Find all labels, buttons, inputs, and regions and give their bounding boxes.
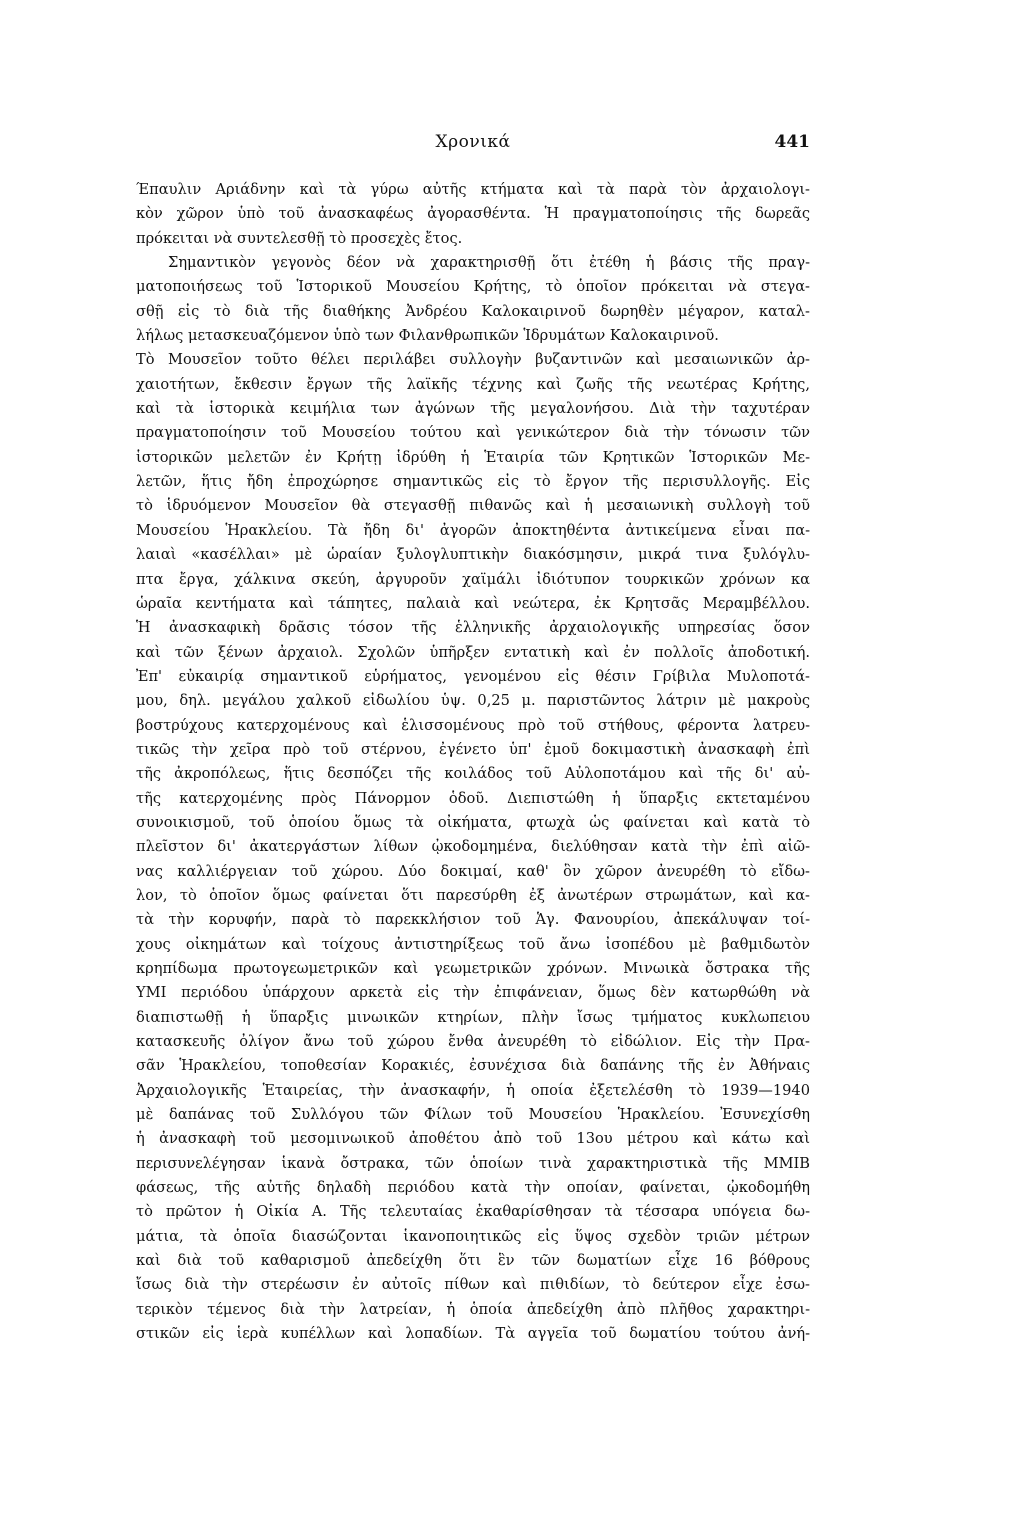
text-line: Ἡ ἀνασκαφικὴ δρᾶσις τόσον τῆς ἑλληνικῆς ἀρχαιολογικῆς υπηρεσίας ὅσον [136,619,810,637]
text-line: ἡ ἀνασκαφὴ τοῦ μεσομινωικοῦ ἀποθέτου ἀπὸ τοῦ 13ου μέτρου καὶ κάτω καὶ [136,1130,810,1148]
text-line: διαπιστωθῇ ἡ ὕπαρξις μινωικῶν κτηρίων, πλὴν ἴσως τμήματος κυκλωπειου [136,1008,810,1026]
text-line: λαιαὶ «κασέλλαι» μὲ ὡραίαν ξυλογλυπτικὴν διακόσμησιν, μικρά τινα ξυλόγλυ- [136,546,810,564]
text-line: μὲ δαπάνας τοῦ Συλλόγου τῶν Φίλων τοῦ Μουσείου Ἡρακλείου. Ἐσυνεχίσθη [136,1106,810,1124]
body-text [136,178,810,1347]
text-line: μάτια, τὰ ὁποῖα διασώζονται ἱκανοποιητικῶς εἰς ὕψος σχεδὸν τριῶν μέτρων [136,1227,810,1245]
text-line: Σημαντικὸν γεγονὸς δέον νὰ χαρακτηρισθῇ ὅτι ἐτέθη ἡ βάσις τῆς πραγ- [168,254,810,272]
text-line: λήλως μετασκευαζόμενον ὑπὸ των Φιλανθρωπικῶν Ἱδρυμάτων Καλοκαιρινοῦ. [136,327,719,345]
text-line: χαιοτήτων, ἔκθεσιν ἔργων τῆς λαϊκῆς τέχνης καὶ ζωῆς τῆς νεωτέρας Κρήτης, [136,375,810,393]
text-line: κὸν χῶρον ὑπὸ τοῦ ἀνασκαφέως ἀγορασθέντα. Ἡ πραγματοποίησις τῆς δωρεᾶς [136,205,810,223]
text-line: φάσεως, τῆς αὐτῆς δηλαδὴ περιόδου κατὰ τὴν οποίαν, φαίνεται, ᾠκοδομήθη [136,1179,810,1197]
text-line: τὸ ἱδρυόμενον Μουσεῖον θὰ στεγασθῇ πιθανῶς καὶ ἡ μεσαιωνικὴ συλλογὴ τοῦ [136,497,810,515]
page-header [136,130,810,160]
text-line: Τὸ Μουσεῖον τοῦτο θέλει περιλάβει συλλογὴν βυζαντινῶν καὶ μεσαιωνικῶν ἀρ- [136,351,810,369]
text-line: τὰ τὴν κορυφήν, παρὰ τὸ παρεκκλήσιον τοῦ Ἁγ. Φανουρίου, ἀπεκάλυψαν τοί- [136,911,810,929]
text-line: πρόκειται νὰ συντελεσθῇ τὸ προσεχὲς ἔτος. [136,229,463,247]
text-line: ὡραῖα κεντήματα καὶ τάπητες, παλαιὰ καὶ νεώτερα, ἐκ Κρητσᾶς Μεραμβέλλου. [136,594,810,612]
text-line: τῆς κατερχομένης πρὸς Πάνορμον ὁδοῦ. Διεπιστώθη ἡ ὕπαρξις εκτεταμένου [136,789,810,807]
text-line: κατασκευῆς ὀλίγον ἄνω τοῦ χώρου ἔνθα ἀνευρέθη τὸ εἰδώλιον. Εἰς τὴν Πρα- [136,1033,810,1051]
text-line: καὶ τῶν ξένων ἀρχαιολ. Σχολῶν ὑπῆρξεν εντατικὴ καὶ ἐν πολλοῖς ἀποδοτική. [136,643,810,661]
text-line: νας καλλιέργειαν τοῦ χώρου. Δύο δοκιμαί, καθ' ὃν χῶρον ἀνευρέθη τὸ εἴδω- [136,862,810,880]
text-line: ματοποιήσεως τοῦ Ἱστορικοῦ Μουσείου Κρήτης, τὸ ὁποῖον πρόκειται νὰ στεγα- [136,278,810,296]
text-line: τῆς ἀκροπόλεως, ἥτις δεσπόζει τῆς κοιλάδος τοῦ Αὐλοποτάμου καὶ τῆς δι' αὐ- [136,765,810,783]
text-line: πραγματοποίησιν τοῦ Μουσείου τούτου καὶ γενικώτερον διὰ τὴν τόνωσιν τῶν [136,424,810,442]
text-line: στικῶν εἰς ἱερὰ κυπέλλων καὶ λοπαδίων. Τὰ αγγεῖα τοῦ δωματίου τούτου ἀνή- [136,1325,810,1343]
running-title: Χρονικά [435,132,511,152]
text-line: μου, δηλ. μεγάλου χαλκοῦ εἰδωλίου ὑψ. 0,25 μ. παριστῶντος λάτριν μὲ μακροὺς [136,692,810,710]
text-line: Ἀρχαιολογικῆς Ἑταιρείας, τὴν ἀνασκαφήν, ἡ οποία ἐξετελέσθη τὸ 1939—1940 [136,1081,810,1099]
page-number: 441 [774,132,810,152]
text-line: βοστρύχους κατερχομένους καὶ ἑλισσομένους πρὸ τοῦ στήθους, φέροντα λατρευ- [136,716,810,734]
text-line: σᾶν Ἡρακλείου, τοποθεσίαν Κορακιές, ἐσυνέχισα διὰ δαπάνης τῆς ἐν Ἀθήναις [136,1057,810,1075]
text-line: τερικὸν τέμενος διὰ τὴν λατρείαν, ἡ ὁποία ἀπεδείχθη ἀπὸ πλῆθος χαρακτηρι- [136,1300,810,1318]
text-line: περισυνελέγησαν ἱκανὰ ὄστρακα, τῶν ὁποίων τινὰ χαρακτηριστικὰ τῆς ΜΜΙΒ [136,1154,810,1172]
text-line: τικῶς τὴν χεῖρα πρὸ τοῦ στέρνου, ἐγένετο ὑπ' ἐμοῦ δοκιμαστικὴ ἀνασκαφὴ ἐπὶ [136,740,810,758]
text-line: σθῇ εἰς τὸ διὰ τῆς διαθήκης Ἀνδρέου Καλοκαιρινοῦ δωρηθὲν μέγαρον, καταλ- [136,302,810,320]
text-line: ἱστορικῶν μελετῶν ἐν Κρήτῃ ἱδρύθη ἡ Ἑταιρία τῶν Κρητικῶν Ἱστορικῶν Με- [136,448,810,466]
text-line: ἴσως διὰ τὴν στερέωσιν ἐν αὐτοῖς πίθων καὶ πιθιδίων, τὸ δεύτερον εἶχε ἐσω- [136,1276,810,1294]
text-line: λετῶν, ἥτις ἤδη ἐπροχώρησε σημαντικῶς εἰς τὸ ἔργον τῆς περισυλλογῆς. Εἰς [136,473,810,491]
text-line: Έπαυλιν Αριάδνην καὶ τὰ γύρω αὐτῆς κτήματα καὶ τὰ παρὰ τὸν ἀρχαιολογι- [136,181,810,198]
text-line: λον, τὸ ὁποῖον ὅμως φαίνεται ὅτι παρεσύρθη ἐξ ἀνωτέρων στρωμάτων, καὶ κα- [136,886,810,904]
text-line: συνοικισμοῦ, τοῦ ὁποίου ὅμως τὰ οἰκήματα, φτωχὰ ὡς φαίνεται καὶ κατὰ τὸ [136,813,810,831]
text-line: καὶ διὰ τοῦ καθαρισμοῦ ἀπεδείχθη ὅτι ἓν τῶν δωματίων εἶχε 16 βόθρους [136,1252,810,1270]
text-line: ΥΜΙ περιόδου ὑπάρχουν αρκετὰ εἰς τὴν ἐπιφάνειαν, ὅμως δὲν κατωρθώθη νὰ [136,984,810,1002]
text-line: χους οἰκημάτων καὶ τοίχους ἀντιστηρίξεως τοῦ ἄνω ἰσοπέδου μὲ βαθμιδωτὸν [136,935,810,953]
text-line: καὶ τὰ ἱστορικὰ κειμήλια των ἀγώνων τῆς μεγαλονήσου. Διὰ τὴν ταχυτέραν [136,400,810,418]
text-line: Μουσείου Ἡρακλείου. Τὰ ἤδη δι' ἀγορῶν ἀποκτηθέντα ἀντικείμενα εἶναι πα- [136,521,810,539]
text-line: πτα ἔργα, χάλκινα σκεύη, ἀργυροῦν χαϊμάλι ἰδιότυπον τουρκικῶν χρόνων κα [136,570,810,588]
text-line: κρηπίδωμα πρωτογεωμετρικῶν καὶ γεωμετρικῶν χρόνων. Μινωικὰ ὄστρακα τῆς [136,960,810,977]
text-line: Ἐπ' εὐκαιρίᾳ σημαντικοῦ εὑρήματος, γενομένου εἰς θέσιν Γρίβιλα Μυλοποτά- [136,667,810,685]
text-line: τὸ πρῶτον ἡ Οἰκία Α. Τῆς τελευταίας ἐκαθαρίσθησαν τὰ τέσσαρα υπόγεια δω- [136,1203,810,1221]
text-line: πλεῖστον δι' ἀκατεργάστων λίθων ᾠκοδομημένα, διελύθησαν κατὰ τὴν ἐπὶ αἰῶ- [136,838,810,856]
